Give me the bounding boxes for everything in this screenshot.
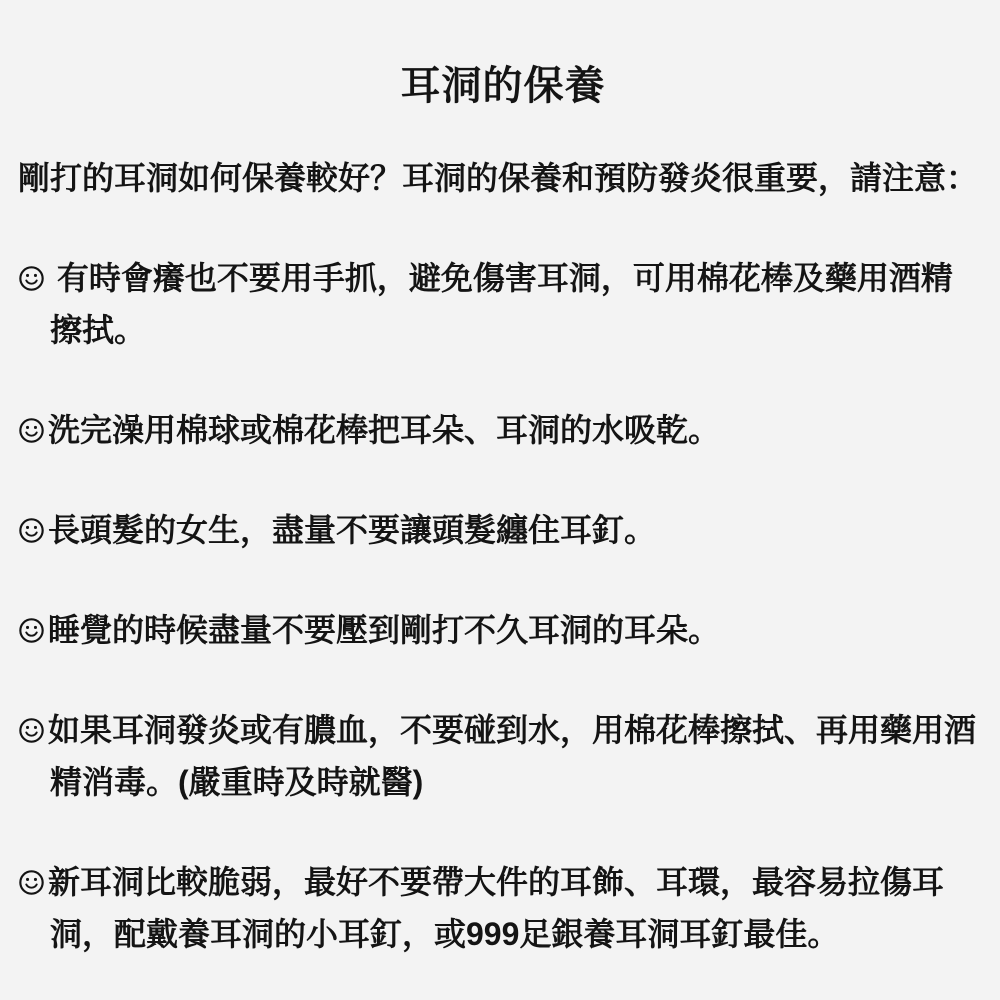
- smiley-icon: [18, 717, 45, 744]
- smiley-icon: [18, 265, 45, 292]
- care-tip-text: 洞，配戴養耳洞的小耳釘，或999足銀養耳洞耳釘最佳。: [50, 916, 840, 952]
- care-tip-text: 睡覺的時候盡量不要壓到剛打不久耳洞的耳朵。: [48, 612, 721, 648]
- care-tip-text: 擦拭。: [50, 312, 147, 348]
- care-tip-text: 洗完澡用棉球或棉花棒把耳朵、耳洞的水吸乾。: [48, 412, 721, 448]
- smiley-icon: [18, 869, 45, 896]
- care-tip-text: 如果耳洞發炎或有膿血，不要碰到水，用棉花棒擦拭、再用藥用酒: [48, 712, 977, 748]
- care-tip-line: [18, 604, 988, 656]
- smiley-icon: [18, 417, 45, 444]
- intro-paragraph: 剛打的耳洞如何保養較好？耳洞的保養和預防發炎很重要，請注意：: [18, 160, 979, 196]
- care-tip-text: 精消毒。(嚴重時及時就醫): [50, 764, 424, 800]
- care-tip-line: [18, 704, 988, 756]
- care-tip-line: [18, 504, 988, 556]
- care-tip-text: 新耳洞比較脆弱，最好不要帶大件的耳飾、耳環，最容易拉傷耳: [48, 864, 945, 900]
- care-tip-3: [18, 504, 988, 556]
- care-tip-1: [18, 252, 988, 356]
- page-title: 耳洞的保養: [400, 64, 606, 108]
- care-tip-line: [18, 856, 988, 908]
- care-tip-2: [18, 404, 988, 456]
- care-tip-5: [18, 704, 988, 808]
- smiley-icon: [18, 517, 45, 544]
- care-tip-line: [18, 404, 988, 456]
- care-tip-line: [18, 252, 988, 304]
- care-tip-text: 有時會癢也不要用手抓，避免傷害耳洞，可用棉花棒及藥用酒精: [48, 260, 953, 296]
- care-tip-text: 長頭髮的女生，盡量不要讓頭髮纏住耳釘。: [48, 512, 657, 548]
- smiley-icon: [18, 617, 45, 644]
- care-tip-4: [18, 604, 988, 656]
- care-tip-6: [18, 856, 988, 960]
